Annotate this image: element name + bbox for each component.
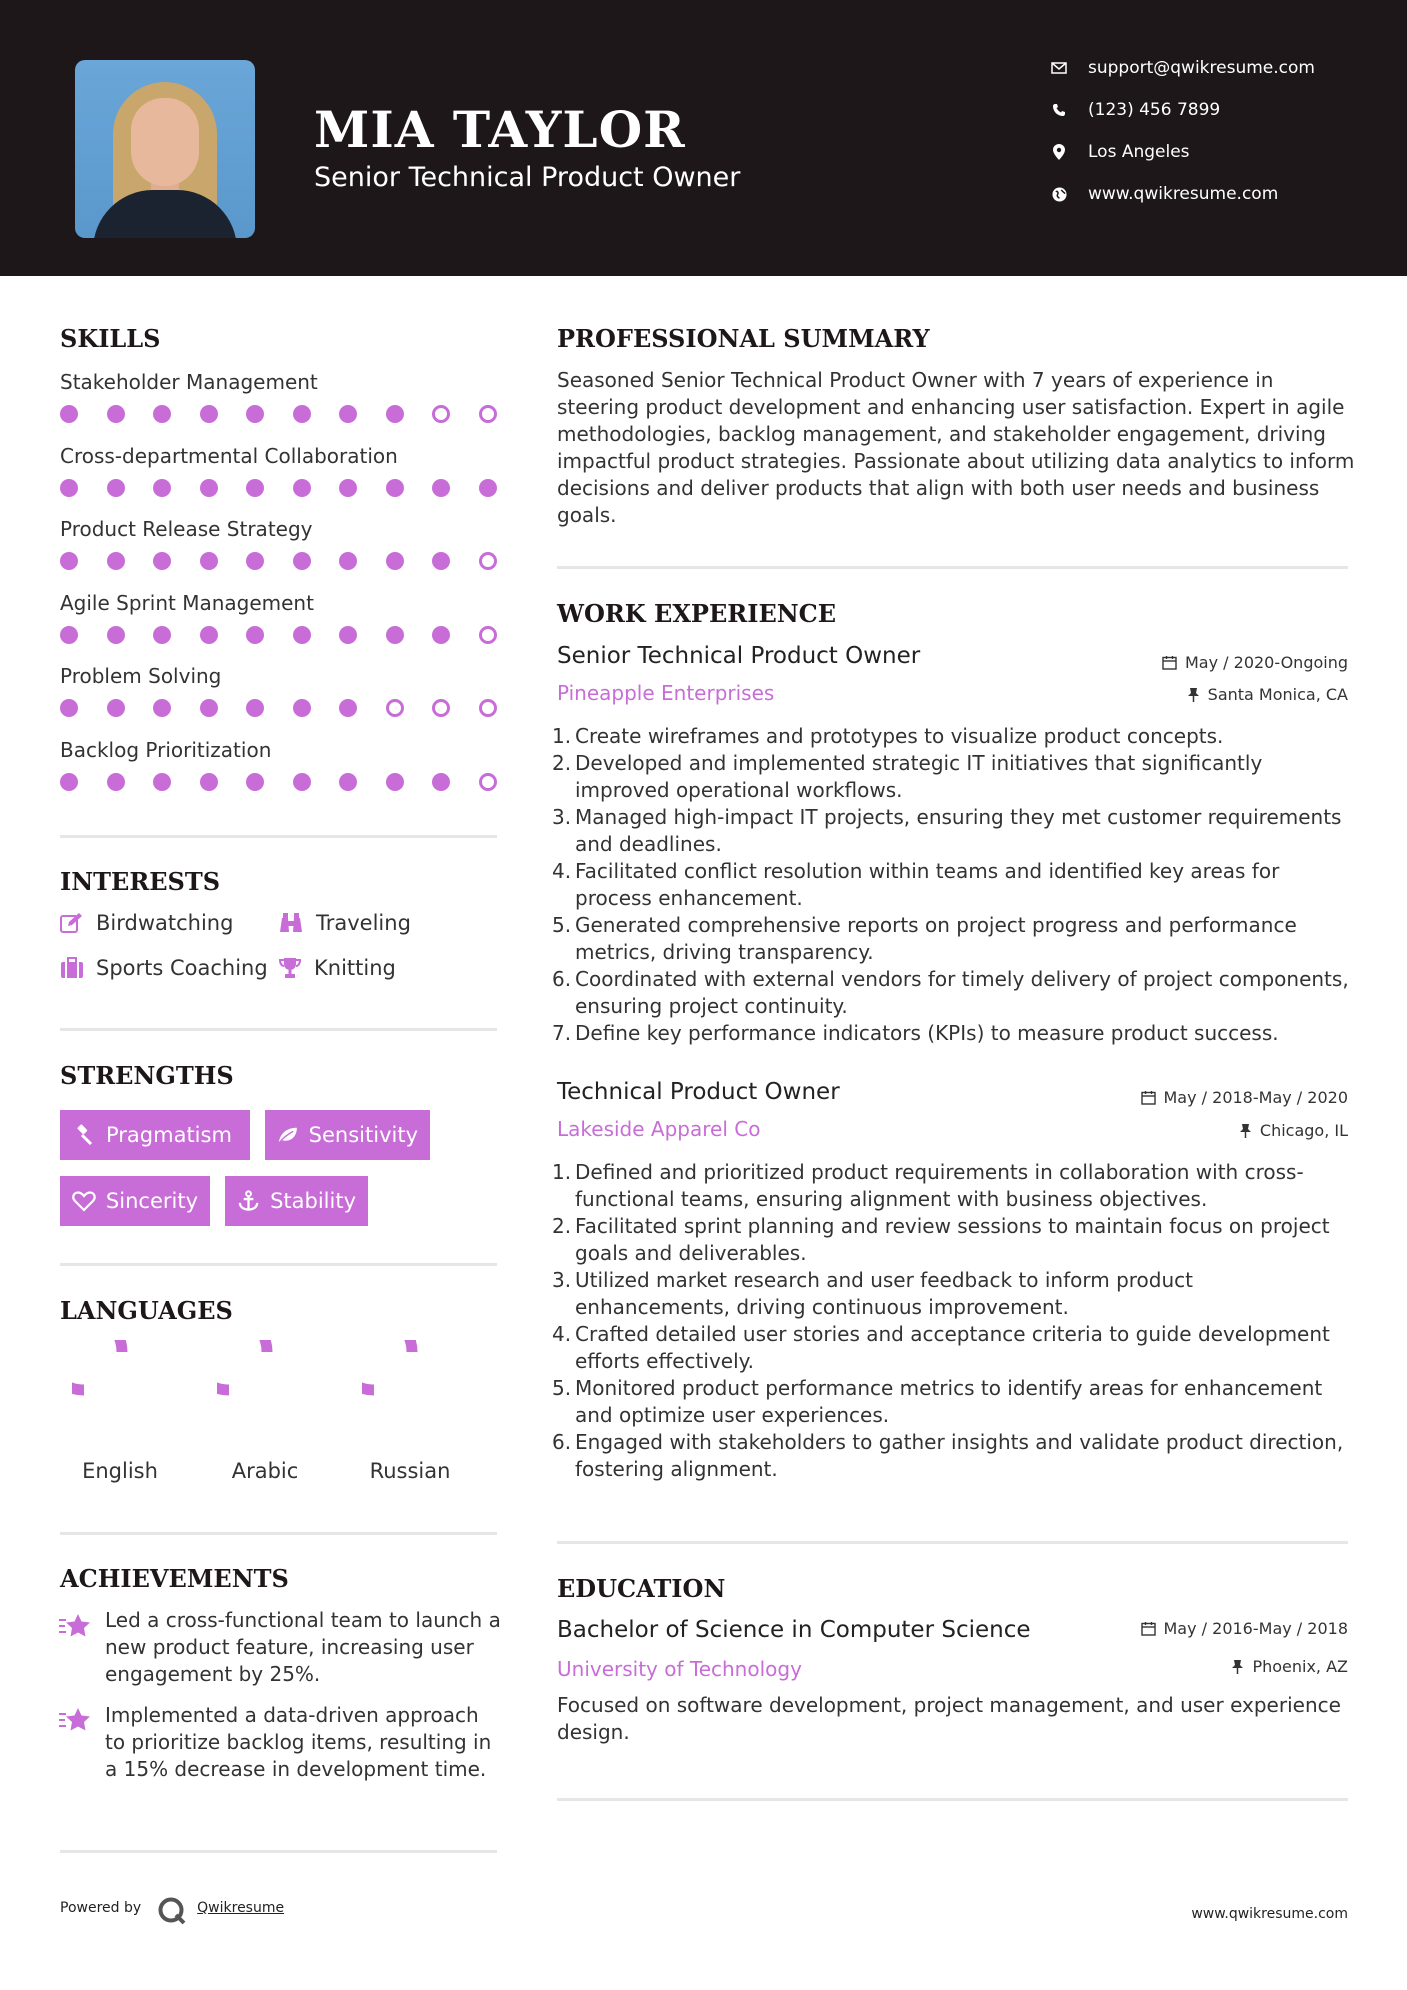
calendar-icon (1162, 655, 1177, 670)
language-gauge-arc (217, 1340, 267, 1390)
skill-dot-filled (386, 552, 404, 570)
contact-phone[interactable] (1050, 100, 1220, 120)
summary-text: Seasoned Senior Technical Product Owner with 7 years of experience in steering product development and enhancing user satisfaction. Expert in agile methodologies, backlog management, and stakeholder engagement, driving impactful product strategies. Passionate about utilizing data analytics to inform decisions and deliver products that align with both user needs and business goals. (557, 368, 1355, 527)
list-number: 4. (552, 1322, 572, 1346)
divider (557, 566, 1348, 569)
skill-dot-empty (479, 773, 497, 791)
leaf-icon (277, 1124, 299, 1146)
skill-dot-filled (107, 626, 125, 644)
contact-phone-text: (123) 456 7899 (1088, 100, 1221, 120)
interest-label: Birdwatching (96, 911, 234, 935)
list-number: 1. (552, 1160, 572, 1184)
job-dates (1162, 653, 1348, 672)
language-label: English (82, 1459, 158, 1483)
skill-dot-empty (479, 699, 497, 717)
interest-label: Traveling (316, 911, 411, 935)
education-title: EDUCATION (557, 1574, 726, 1603)
contact-email[interactable] (1050, 58, 1315, 78)
skill-dot-filled (200, 773, 218, 791)
skill-dot-filled (200, 552, 218, 570)
contact-location (1050, 142, 1190, 162)
anchor-icon (237, 1190, 260, 1212)
pushpin-icon (1187, 687, 1200, 702)
responsibility-text: Utilized market research and user feedback to inform product enhancements, driving continuous improvement. (575, 1268, 1193, 1319)
star-icon (58, 1706, 92, 1734)
languages-title: LANGUAGES (60, 1296, 233, 1325)
language-label: Arabic (231, 1459, 299, 1483)
skill-dot-filled (60, 773, 78, 791)
list-number: 6. (552, 967, 572, 991)
responsibility-text: Engaged with stakeholders to gather insights and validate product direction, fostering alignment. (575, 1430, 1344, 1481)
footer-powered-by (60, 1900, 284, 1916)
skill-dot-filled (246, 479, 264, 497)
skill-dot-filled (339, 405, 357, 423)
skill-dot-filled (293, 773, 311, 791)
skill-dot-filled (60, 699, 78, 717)
job-dates (1141, 1088, 1349, 1107)
skill-dot-filled (432, 552, 450, 570)
interest-knitting (278, 956, 396, 980)
skill-dot-filled (432, 626, 450, 644)
responsibility-item (552, 966, 1352, 1020)
strength-badge-sensitivity (265, 1110, 430, 1160)
strength-badge-pragmatism (60, 1110, 250, 1160)
skill-dot-empty (432, 699, 450, 717)
responsibility-text: Crafted detailed user stories and acceptance criteria to guide development efforts effectively. (575, 1322, 1330, 1373)
skill-dot-filled (107, 479, 125, 497)
responsibility-item (552, 1159, 1352, 1213)
skill-label: Stakeholder Management (60, 370, 318, 394)
profile-photo (75, 60, 255, 238)
skill-dot-filled (339, 773, 357, 791)
responsibility-item (552, 804, 1352, 858)
skill-dot-filled (246, 626, 264, 644)
interest-label: Sports Coaching (96, 956, 268, 980)
qwikresume-logo-icon (157, 1896, 187, 1926)
skill-dot-empty (479, 626, 497, 644)
skill-dot-filled (293, 552, 311, 570)
company-name: Pineapple Enterprises (557, 681, 775, 705)
contact-website[interactable] (1050, 184, 1278, 204)
powered-by-text: Powered by (60, 1900, 142, 1916)
job-location (1187, 685, 1348, 704)
skill-dot-filled (386, 405, 404, 423)
responsibility-text: Managed high-impact IT projects, ensuring they met customer requirements and deadlines. (575, 805, 1342, 856)
footer-website[interactable]: www.qwikresume.com (1191, 1906, 1348, 1922)
achievements-title: ACHIEVEMENTS (60, 1564, 289, 1593)
company-name: Lakeside Apparel Co (557, 1117, 761, 1141)
responsibility-text: Generated comprehensive reports on project progress and performance metrics, driving transparency. (575, 913, 1297, 964)
divider (557, 1541, 1348, 1544)
job-title: Senior Technical Product Owner (557, 643, 921, 669)
responsibility-text: Developed and implemented strategic IT initiatives that significantly improved operational workflows. (575, 751, 1263, 802)
degree-title: Bachelor of Science in Computer Science (557, 1617, 1031, 1643)
phone-icon (1050, 101, 1068, 119)
skill-dot-filled (107, 552, 125, 570)
job-responsibilities (552, 1159, 1352, 1483)
trophy-icon (278, 957, 302, 979)
responsibility-item (552, 723, 1352, 750)
interest-sports-coaching (60, 956, 268, 980)
interest-label: Knitting (314, 956, 396, 980)
list-number: 4. (552, 859, 572, 883)
skill-dot-filled (60, 405, 78, 423)
skill-dot-filled (246, 552, 264, 570)
skill-rating (60, 626, 500, 646)
binoculars-icon (278, 912, 304, 934)
skill-dot-filled (432, 773, 450, 791)
skill-dot-filled (339, 699, 357, 717)
skill-dot-empty (386, 699, 404, 717)
list-number: 1. (552, 724, 572, 748)
skill-dot-filled (339, 552, 357, 570)
responsibility-text: Defined and prioritized product requirements in collaboration with cross-functional teams, ensuring alignment with business objectives. (575, 1160, 1304, 1211)
skill-dot-filled (200, 699, 218, 717)
language-label: Russian (369, 1459, 451, 1483)
responsibility-item (552, 1429, 1352, 1483)
skill-label: Backlog Prioritization (60, 737, 272, 762)
skill-dot-filled (246, 773, 264, 791)
language-gauge-arc (72, 1340, 122, 1390)
skill-dot-filled (153, 479, 171, 497)
responsibility-text: Facilitated sprint planning and review sessions to maintain focus on project goals and deliverables. (575, 1214, 1330, 1265)
responsibility-text: Create wireframes and prototypes to visualize product concepts. (575, 724, 1224, 748)
skill-dot-filled (479, 479, 497, 497)
skill-dot-filled (107, 405, 125, 423)
skill-rating (60, 479, 500, 499)
summary-title: PROFESSIONAL SUMMARY (557, 324, 930, 353)
divider (60, 1850, 497, 1853)
skill-dot-filled (293, 405, 311, 423)
strength-label: Sincerity (105, 1189, 198, 1213)
skill-dot-filled (293, 699, 311, 717)
job-responsibilities (552, 723, 1352, 1047)
skill-label: Cross-departmental Collaboration (60, 443, 398, 468)
candidate-role: Senior Technical Product Owner (314, 162, 741, 193)
pushpin-icon (1231, 1659, 1244, 1674)
contact-email-text: support@qwikresume.com (1088, 58, 1315, 78)
education-location (1231, 1657, 1348, 1676)
divider (60, 1532, 497, 1535)
skill-label: Agile Sprint Management (60, 590, 314, 615)
skill-dot-filled (432, 479, 450, 497)
responsibility-item (552, 912, 1352, 966)
divider (557, 1798, 1348, 1801)
globe-icon (1050, 185, 1068, 203)
job-dates-text: May / 2018-May / 2020 (1163, 1088, 1348, 1107)
school-name: University of Technology (557, 1657, 802, 1681)
skill-dot-filled (386, 626, 404, 644)
list-number: 3. (552, 1268, 572, 1292)
skill-dot-filled (293, 479, 311, 497)
skill-dot-filled (200, 479, 218, 497)
skill-dot-filled (153, 699, 171, 717)
envelope-icon (1050, 59, 1068, 77)
language-gauge (72, 1340, 172, 1440)
job-dates-text: May / 2020-Ongoing (1185, 653, 1348, 672)
responsibility-item (552, 1020, 1352, 1047)
achievement-item: Implemented a data-driven approach to prioritize backlog items, resulting in a 15% decrease in development time. (105, 1703, 492, 1781)
skills-title: SKILLS (60, 324, 161, 353)
qwikresume-link[interactable]: Qwikresume (197, 1900, 285, 1916)
skill-dot-filled (200, 626, 218, 644)
skill-dot-filled (60, 552, 78, 570)
responsibility-text: Define key performance indicators (KPIs) to measure product success. (575, 1021, 1279, 1045)
skill-dot-filled (153, 773, 171, 791)
list-number: 2. (552, 1214, 572, 1238)
skill-rating (60, 773, 500, 793)
responsibility-text: Coordinated with external vendors for timely delivery of project components, ensuring project continuity. (575, 967, 1349, 1018)
language-gauge (217, 1340, 317, 1440)
achievement-item: Led a cross-functional team to launch a new product feature, increasing user engagement by 25%. (105, 1608, 501, 1686)
education-dates (1141, 1619, 1349, 1638)
job-title: Technical Product Owner (557, 1079, 840, 1105)
skill-dot-filled (339, 626, 357, 644)
skill-dot-empty (479, 552, 497, 570)
skill-dot-filled (60, 479, 78, 497)
strength-label: Stability (270, 1189, 356, 1213)
skill-dot-empty (479, 405, 497, 423)
responsibility-item (552, 1213, 1352, 1267)
job-location (1239, 1121, 1348, 1140)
education-description: Focused on software development, project management, and user experience design. (557, 1693, 1341, 1744)
responsibility-item (552, 1267, 1352, 1321)
responsibility-item (552, 750, 1352, 804)
skill-dot-filled (386, 479, 404, 497)
divider (60, 1263, 497, 1266)
divider (60, 835, 497, 838)
skill-dot-filled (339, 479, 357, 497)
skill-dot-empty (432, 405, 450, 423)
star-icon (58, 1612, 92, 1640)
gavel-icon (72, 1124, 96, 1146)
skill-label: Problem Solving (60, 664, 222, 688)
calendar-icon (1141, 1621, 1156, 1636)
skill-dot-filled (153, 552, 171, 570)
list-number: 7. (552, 1021, 572, 1045)
list-number: 2. (552, 751, 572, 775)
education-location-text: Phoenix, AZ (1252, 1657, 1348, 1676)
strength-badge-sincerity (60, 1176, 210, 1226)
responsibility-item (552, 858, 1352, 912)
list-number: 6. (552, 1430, 572, 1454)
edit-icon (60, 912, 84, 934)
briefcase-icon (60, 957, 84, 979)
interest-birdwatching (60, 911, 233, 935)
job-location-text: Santa Monica, CA (1207, 685, 1348, 704)
resume-header (0, 0, 1407, 276)
skill-dot-filled (153, 405, 171, 423)
skill-dot-filled (200, 405, 218, 423)
responsibility-item (552, 1321, 1352, 1375)
skill-rating (60, 699, 500, 719)
pushpin-icon (1239, 1123, 1252, 1138)
skill-dot-filled (60, 626, 78, 644)
strengths-title: STRENGTHS (60, 1061, 234, 1090)
skill-label: Product Release Strategy (60, 517, 313, 541)
language-gauge-arc (362, 1340, 412, 1390)
heart-icon (72, 1190, 96, 1212)
list-number: 3. (552, 805, 572, 829)
interests-title: INTERESTS (60, 867, 221, 896)
education-dates-text: May / 2016-May / 2018 (1163, 1619, 1348, 1638)
responsibility-item (552, 1375, 1352, 1429)
skill-dot-filled (246, 699, 264, 717)
skill-dot-filled (386, 773, 404, 791)
skill-dot-filled (107, 699, 125, 717)
skill-dot-filled (293, 626, 311, 644)
strength-label: Sensitivity (308, 1123, 418, 1147)
responsibility-text: Monitored product performance metrics to identify areas for enhancement and optimize user experiences. (575, 1376, 1323, 1427)
experience-title: WORK EXPERIENCE (557, 599, 837, 628)
contact-website-text: www.qwikresume.com (1088, 184, 1279, 204)
candidate-name: MIA TAYLOR (314, 100, 686, 159)
divider (60, 1028, 497, 1031)
language-gauge (362, 1340, 462, 1440)
skill-dot-filled (107, 773, 125, 791)
list-number: 5. (552, 913, 572, 937)
interest-traveling (278, 911, 411, 935)
job-location-text: Chicago, IL (1259, 1121, 1348, 1140)
list-number: 5. (552, 1376, 572, 1400)
strength-label: Pragmatism (106, 1123, 232, 1147)
responsibility-text: Facilitated conflict resolution within teams and identified key areas for process enhancement. (575, 859, 1280, 910)
calendar-icon (1141, 1090, 1156, 1105)
skill-rating (60, 552, 500, 572)
skill-dot-filled (246, 405, 264, 423)
contact-location-text: Los Angeles (1088, 142, 1190, 162)
skill-dot-filled (153, 626, 171, 644)
map-pin-icon (1050, 143, 1068, 161)
strength-badge-stability (225, 1176, 368, 1226)
skill-rating (60, 405, 500, 425)
